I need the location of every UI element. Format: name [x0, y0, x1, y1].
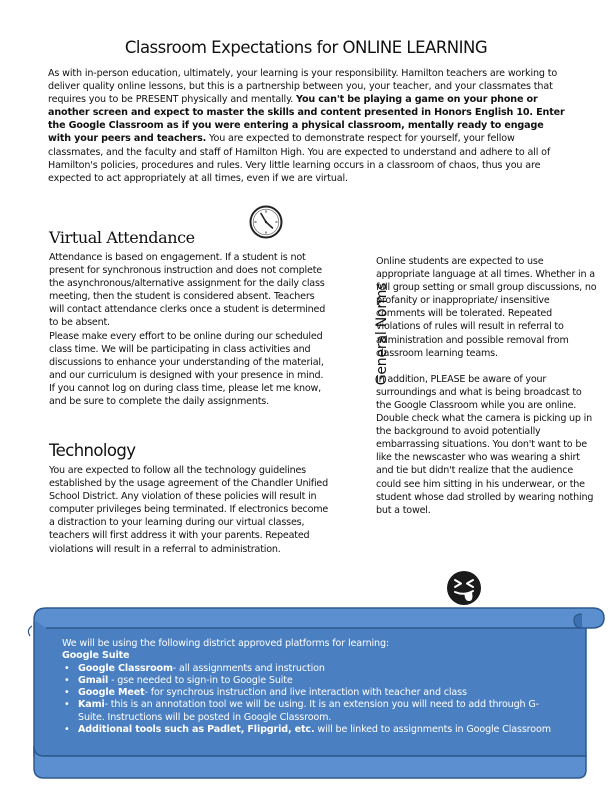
norms-paragraph-2: In addition, PLEASE be aware of your surroundings and what is being broadcast to the Google Classroom while you are online. Double check what the camera is picking up in the background to avoid potentially embarrassing situations. You don't want to be like the newscaster who was wearing a shirt and tie but didn't realize that the audience could see him sitting in his underwear, or the student whose dad strolled by wearing nothing but a towel.	[376, 373, 594, 516]
clock-icon	[248, 204, 284, 240]
virtual-attendance-text	[49, 251, 331, 408]
virtual-attendance-heading: Virtual Attendance	[49, 228, 195, 247]
list-item	[78, 724, 562, 736]
technology-paragraph: You are expected to follow all the technology guidelines established by the usage agreement of the Chandler Unified School District. Any violation of these policies will result in computer privileges being terminated. If electronics become a distraction to your learning during our virtual classes, teachers will first address it with your parents. Repeated violations will result in a referral to administration.	[49, 465, 329, 555]
intro-paragraph	[48, 67, 568, 185]
platform-name: Kami	[78, 699, 105, 711]
platforms-intro: We will be using the following district approved platforms for learning:	[62, 638, 389, 649]
google-suite-title: Google Suite	[62, 650, 130, 662]
attendance-paragraph-1: Attendance is based on engagement. If a student is not present for synchronous instruction and does not complete the asynchronous/alternative assignment for the daily class meeting, then the student is considered absent. Teachers will contact attendance clerks once a student is determined to be absent.	[49, 252, 326, 329]
platform-desc: - for synchrous instruction and live interaction with teacher and class	[144, 687, 467, 699]
general-norms-heading: General Norms	[374, 282, 390, 386]
platform-desc: - all assignments and instruction	[172, 662, 325, 674]
technology-heading: Technology	[49, 441, 136, 460]
tongue-out-face-icon	[446, 570, 482, 606]
norms-paragraph-1: Online students are expected to use appropriate language at all times. Whether in a full group setting or small group discussions, no profanity or inappropriate/ insensitive comments will be tolerated. Repeated violations of rules will result in referral to administration and possible removal from classroom learning teams.	[376, 256, 597, 359]
platform-desc: will be linked to assignments in Google Classroom	[314, 724, 551, 736]
platform-name: Additional tools such as Padlet, Flipgrid, etc.	[78, 724, 315, 736]
intro-bold: You can't be playing a game on your phone or another screen and expect to master the skills and content presented in Honors English 10. Enter the Google Classroom as if you were entering a physical classroom, mentally ready to engage with your peers and teachers.	[48, 94, 565, 145]
intro-text-1: As with in-person education, ultimately, your learning is your responsibility. Hamilton teachers are working to deliver quality online lessons, but this is a partnership between you, your teacher, and your classmates that requires you to be PRESENT physically and mentally.	[48, 68, 558, 106]
platforms-list	[62, 663, 562, 737]
attendance-paragraph-2: Please make every effort to be online during our scheduled class time. We will be participating in class activities and discussions to enhance your understanding of the material, and our curriculum is designed with your presence in mind. If you cannot log on during class time, please let me know, and be sure to complete the daily assignments.	[49, 330, 324, 408]
general-norms-text	[376, 255, 598, 517]
platforms-content	[62, 638, 562, 736]
platform-name: Gmail	[78, 674, 109, 686]
platform-desc: - this is an annotation tool we will be using. It is an extension you will need to add through G-Suite. Instructions will be posted in Google Classroom.	[78, 699, 539, 723]
platforms-scroll-banner	[26, 606, 612, 792]
platform-name: Google Meet	[78, 687, 145, 699]
list-item	[78, 687, 562, 699]
intro-text-2: You are expected to demonstrate respect for yourself, your fellow classmates, and the faculty and staff of Hamilton High. You are expected to understand and adhere to all of Hamilton's policies, procedures and rules. Very little learning occurs in a classroom of chaos, thus you are expected to act appropriately at all times, even if we are virtual.	[48, 133, 551, 184]
list-item	[78, 663, 562, 675]
list-item	[78, 675, 562, 687]
page-title: Classroom Expectations for ONLINE LEARNING	[124, 38, 488, 57]
list-item	[78, 699, 562, 724]
platform-desc: - gse needed to sign-in to Google Suite	[108, 674, 293, 686]
platform-name: Google Classroom	[78, 662, 173, 674]
